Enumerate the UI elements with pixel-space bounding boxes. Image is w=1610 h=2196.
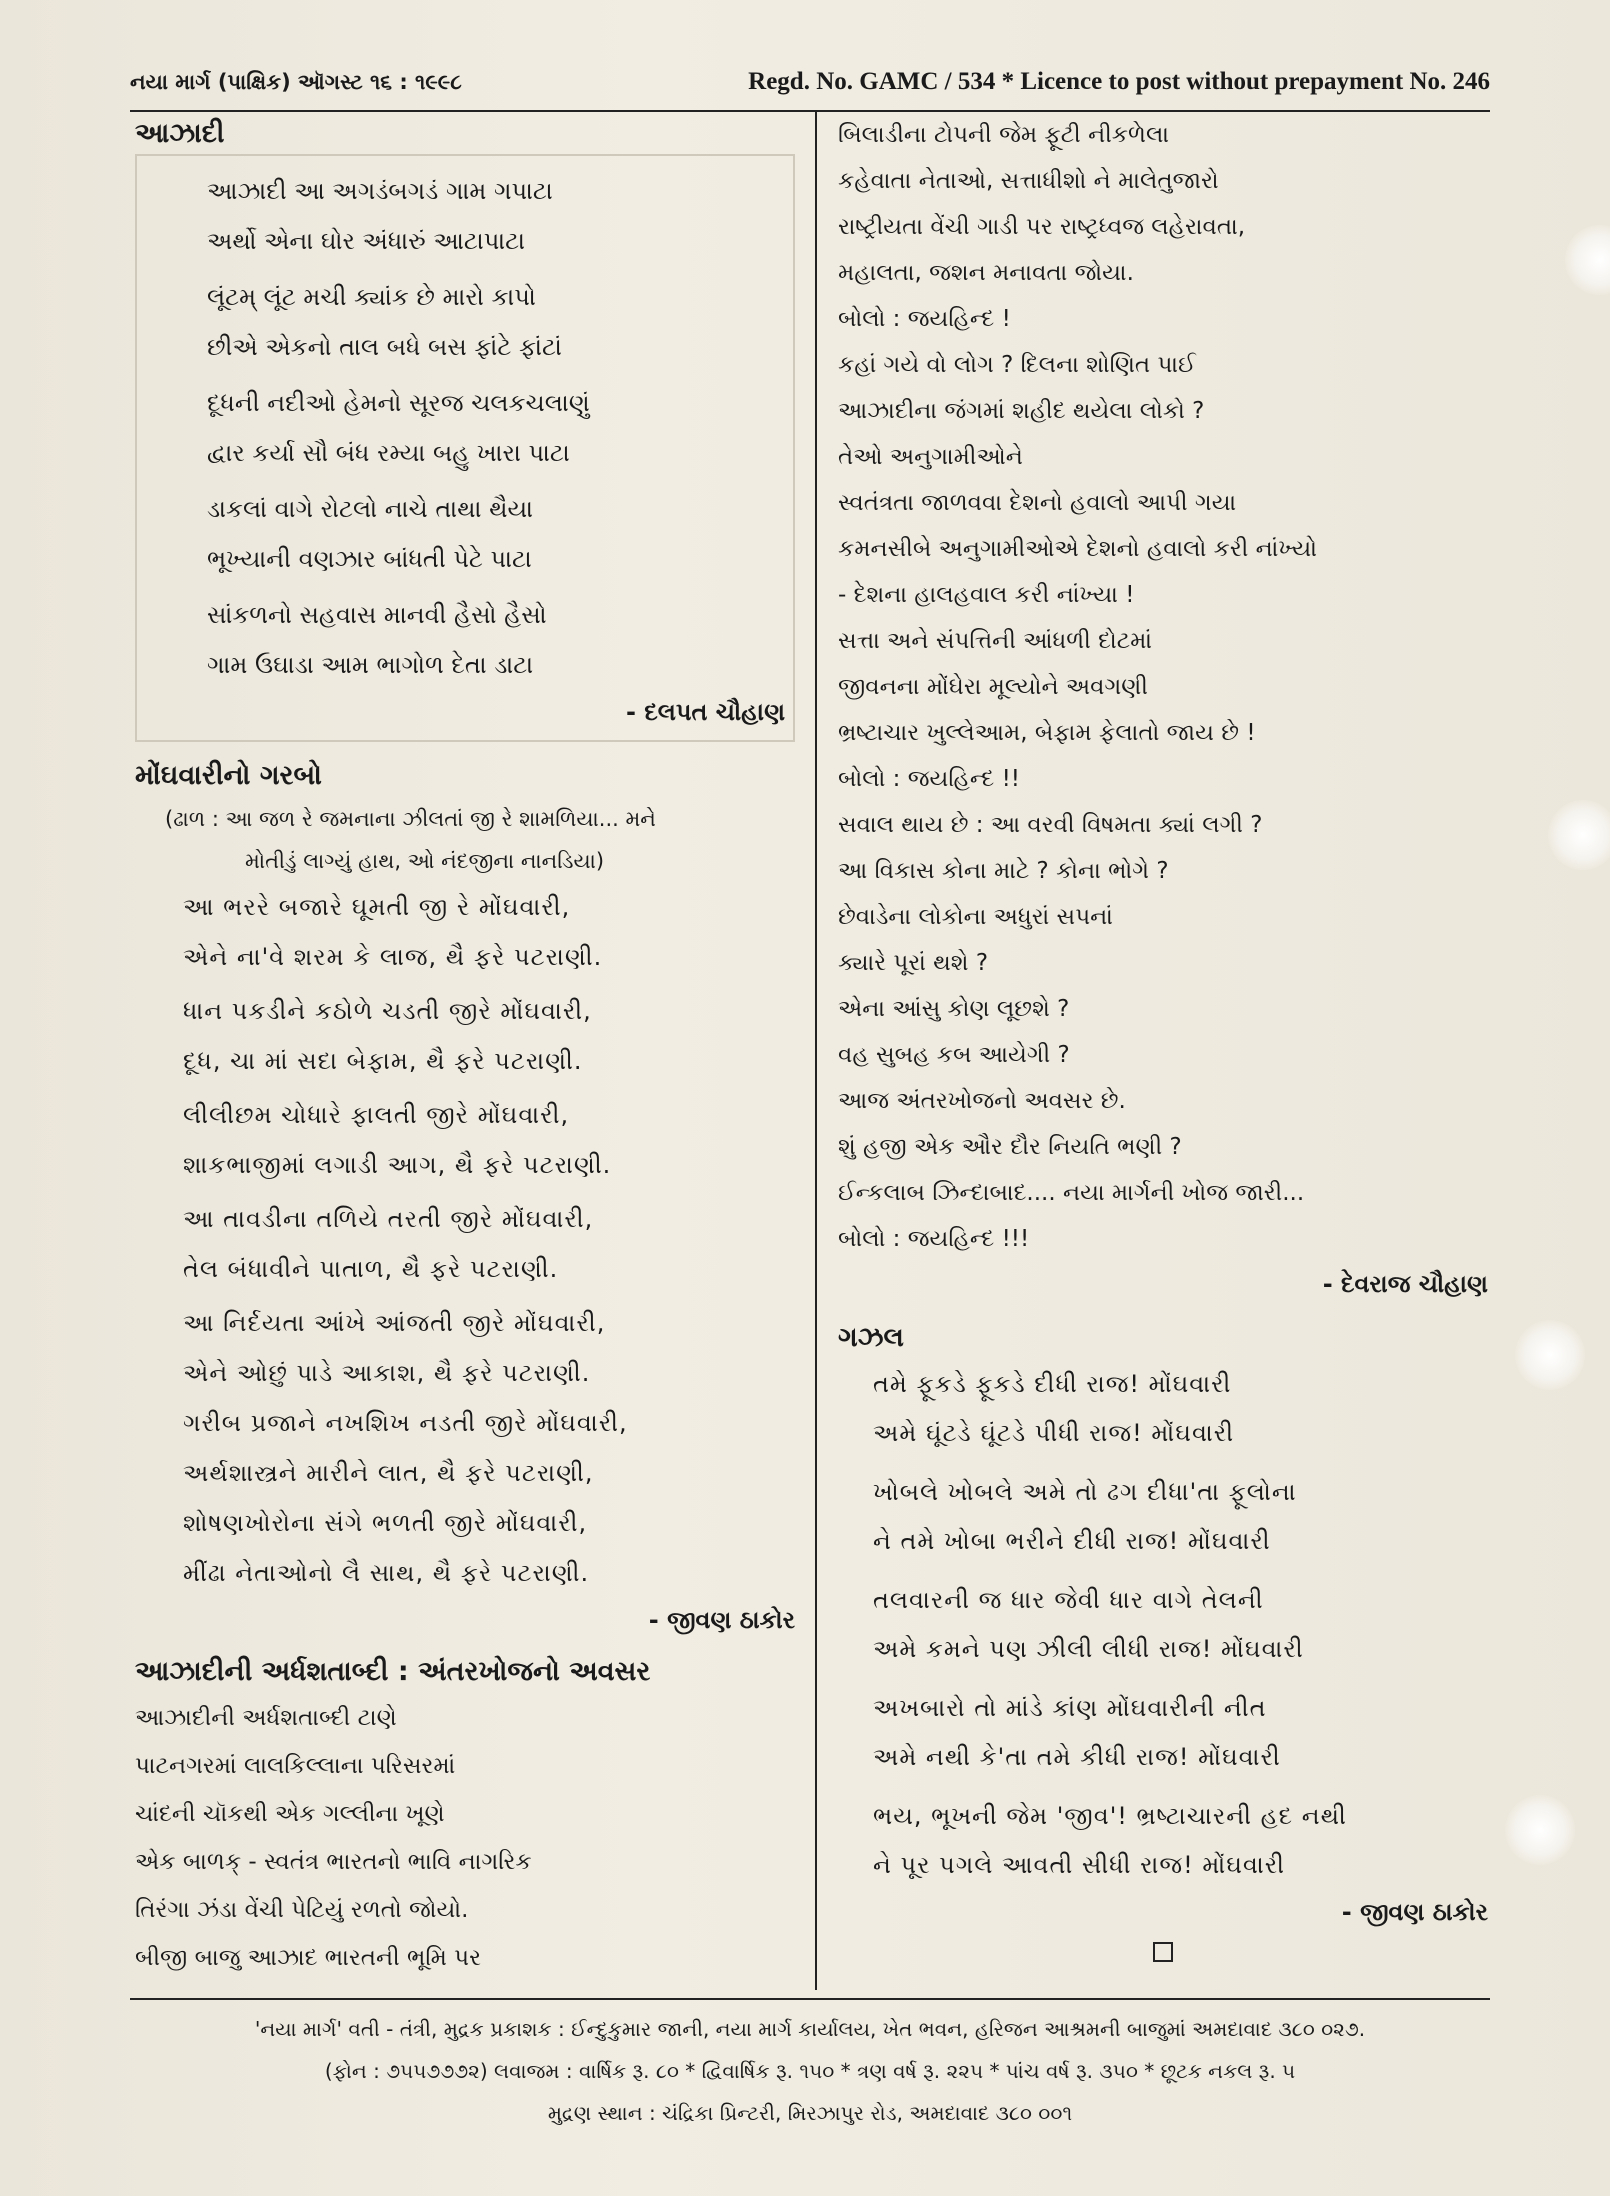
poem-line: તલવારની જ ધાર જેવી ધાર વાગે તેલની — [873, 1586, 1264, 1614]
poem-line: શોષણખોરોના સંગે ભળતી જીરે મોંઘવારી, — [183, 1509, 588, 1537]
garbo-title: મોંઘવારીનો ગરબો — [135, 760, 322, 791]
article-line: ભ્રષ્ટાચાર ખુલ્લેઆમ, બેફામ ફેલાતો જાય છે ! — [838, 720, 1256, 746]
azadi-poem — [135, 118, 795, 742]
poem-line: તેલ બંધાવીને પાતાળ, થૈ ફરે પટરાણી. — [183, 1255, 559, 1283]
article-line: મહાલતા, જશન મનાવતા જોયા. — [838, 260, 1134, 286]
poem-line: ધાન પકડીને કઠોળે ચડતી જીરે મોંઘવારી, — [183, 997, 592, 1025]
column-divider — [815, 112, 817, 1990]
tune-line: (ઢાળ : આ જળ રે જમનાના ઝીલતાં જી રે શામળિયા... મને — [165, 807, 656, 831]
gazal-title: ગઝલ — [838, 1322, 904, 1353]
article-line: છેવાડેના લોકોના અધુરાં સપનાં — [838, 904, 1113, 930]
poem-line: આ તાવડીના તળિયે તરતી જીરે મોંઘવારી, — [183, 1205, 594, 1233]
ardh-article-start — [135, 1656, 795, 1982]
poem-line: એને ના'વે શરમ કે લાજ, થૈ ફરે પટરાણી. — [183, 943, 603, 971]
gazal-poem — [838, 1322, 1488, 1962]
article-line: ક્યારે પૂરાં થશે ? — [838, 950, 989, 976]
article-line: આઝાદીના જંગમાં શહીદ થયેલા લોકો ? — [838, 398, 1205, 424]
footer-subscription: (ફોન : ૭૫૫૭૭૭૨) લવાજમ : વાર્ષિક રૂ. ૮૦ * દ્વિવાર્ષિક રૂ. ૧૫૦ * ત્રણ વર્ષ રૂ. ૨૨૫ * પાંચ વર્ષ રૂ. ૩૫૦ * છૂટક નકલ રૂ. ૫ — [324, 2059, 1296, 2083]
garbo-tune — [135, 798, 795, 882]
article-line: બોલો : જયહિન્દ !! — [838, 766, 1021, 792]
footer-publisher: 'નયા માર્ગ' વતી - તંત્રી, મુદ્રક પ્રકાશક : ઈન્દુકુમાર જાની, નયા માર્ગ કાર્યાલય, ખેત ભવન, હરિજન આશ્રમની બાજુમાં અમદાવાદ ૩૮૦ ૦૨૭. — [254, 2017, 1366, 2041]
poem-line: અમે નથી કે'તા તમે કીધી રાજ! મોંઘવારી — [873, 1743, 1281, 1771]
article-line: ઈન્કલાબ ઝિન્દાબાદ.... નયા માર્ગની ખોજ જારી... — [838, 1180, 1305, 1206]
poem-line: સાંકળનો સહવાસ માનવી હૈસો હૈસો — [207, 601, 547, 629]
article-line: કમનસીબે અનુગામીઓએ દેશનો હવાલો કરી નાંખ્યો — [838, 536, 1317, 562]
poem-line: તમે ફૂકડે ફૂકડે દીધી રાજ! મોંઘવારી — [873, 1370, 1232, 1398]
end-square-icon — [1153, 1942, 1173, 1962]
garbo-author: - જીવણ ઠાકોર — [648, 1606, 795, 1634]
poem-line: ડાકલાં વાગે રોટલો નાચે તાથા થૈયા — [207, 495, 534, 523]
poem-line: ભય, ભૂખની જેમ 'જીવ'! ભ્રષ્ટાચારની હદ નથી — [873, 1802, 1347, 1830]
article-line: બિલાડીના ટોપની જેમ ફૂટી નીકળેલા — [838, 122, 1169, 148]
article-line: આઝાદીની અર્ધશતાબ્દી ટાણે — [135, 1705, 397, 1731]
poem-line: આ નિર્દયતા આંખે આંજતી જીરે મોંઘવારી, — [183, 1309, 606, 1337]
azadi-author: - દલપત ચૌહાણ — [626, 698, 785, 726]
article-line: બીજી બાજુ આઝાદ ભારતની ભૂમિ પર — [135, 1945, 481, 1971]
article-line: સ્વતંત્રતા જાળવવા દેશનો હવાલો આપી ગયા — [838, 490, 1237, 516]
article-line: આ વિકાસ કોના માટે ? કોના ભોગે ? — [838, 858, 1169, 884]
tune-line: મોતીડું લાગ્યું હાથ, ઓ નંદજીના નાનડિયા) — [245, 849, 605, 873]
poem-line: મીંઢા નેતાઓનો લૈ સાથ, થૈ ફરે પટરાણી. — [183, 1559, 590, 1587]
article-line: આજ અંતરખોજનો અવસર છે. — [838, 1088, 1126, 1114]
article-line: એક બાળક્ - સ્વતંત્ર ભારતનો ભાવિ નાગરિક — [135, 1849, 532, 1875]
footer-printer: મુદ્રણ સ્થાન : ચંદ્રિકા પ્રિન્ટરી, મિરઝાપુર રોડ, અમદાવાદ ૩૮૦ ૦૦૧ — [547, 2101, 1073, 2125]
paper-hole-decoration — [1548, 800, 1610, 870]
paper-hole-decoration — [1505, 1795, 1575, 1865]
poem-line: દ્વાર કર્યા સૌ બંધ રમ્યા બહુ ખારા પાટા — [207, 439, 570, 467]
poem-line: ગરીબ પ્રજાને નખશિખ નડતી જીરે મોંઘવારી, — [183, 1409, 628, 1437]
poem-line: અર્થશાસ્ત્રને મારીને લાત, થૈ ફરે પટરાણી, — [183, 1459, 594, 1487]
issue-info: નયા માર્ગ (પાક્ષિક) ઑગસ્ટ ૧૬ : ૧૯૯૮ — [130, 69, 462, 94]
azadi-poem-box — [135, 154, 795, 742]
poem-line: એને ઓછું પાડે આકાશ, થૈ ફરે પટરાણી. — [183, 1359, 591, 1387]
article-line: તેઓ અનુગામીઓને — [838, 444, 1023, 470]
garbo-poem — [135, 760, 795, 1642]
page-footer — [130, 1998, 1490, 2134]
poem-line: ગામ ઉઘાડા આમ ભાગોળ દેતા ડાટા — [207, 651, 534, 679]
article-line: - દેશના હાલહવાલ કરી નાંખ્યા ! — [838, 582, 1135, 608]
article-line: સવાલ થાય છે : આ વરવી વિષમતા ક્યાં લગી ? — [838, 812, 1263, 838]
azadi-title: આઝાદી — [135, 118, 225, 149]
poem-line: ભૂખ્યાની વણઝાર બાંધતી પેટે પાટા — [207, 545, 532, 573]
article-line: ચાંદની ચૉકથી એક ગલ્લીના ખૂણે — [135, 1801, 445, 1827]
article-line: વહ સુબહ કબ આયેગી ? — [838, 1042, 1070, 1068]
registration-info: Regd. No. GAMC / 534 * Licence to post without prepayment No. 246 — [748, 68, 1490, 95]
poem-line: આઝાદી આ અગડંબગડં ગામ ગપાટા — [207, 177, 553, 205]
right-column — [838, 112, 1488, 1962]
poem-line: ને તમે ખોબા ભરીને દીધી રાજ! મોંઘવારી — [873, 1527, 1271, 1555]
article-line: કહેવાતા નેતાઓ, સત્તાધીશો ને માલેતુજારો — [838, 168, 1219, 194]
poem-line: અમે ઘૂંટડે ઘૂંટડે પીધી રાજ! મોંઘવારી — [873, 1419, 1235, 1447]
poem-line: લીલીછમ ચોધારે ફાલતી જીરે મોંઘવારી, — [183, 1101, 570, 1129]
ardh-author: - દેવરાજ ચૌહાણ — [1322, 1270, 1488, 1298]
ardh-article-continued — [838, 112, 1488, 1306]
poem-line: શાકભાજીમાં લગાડી આગ, થૈ ફરે પટરાણી. — [183, 1151, 612, 1179]
poem-line: ને પૂર પગલે આવતી સીધી રાજ! મોંઘવારી — [873, 1851, 1286, 1879]
article-line: શું હજી એક ઔર દૌર નિયતિ ભણી ? — [838, 1134, 1182, 1160]
article-line: બોલો : જયહિન્દ !!! — [838, 1226, 1030, 1252]
paper-hole-decoration — [1515, 1320, 1585, 1390]
article-line: તિરંગા ઝંડા વેંચી પેટિયું રળતો જોયો. — [135, 1897, 469, 1923]
page-header — [130, 62, 1490, 112]
article-line: કહાં ગયે વો લોગ ? દિલના શોણિત પાઈ — [838, 352, 1196, 378]
poem-line: અખબારો તો માંડે કાંણ મોંઘવારીની નીત — [873, 1694, 1267, 1722]
article-line: પાટનગરમાં લાલકિલ્લાના પરિસરમાં — [135, 1753, 456, 1779]
gazal-author: - જીવણ ઠાકોર — [1341, 1898, 1488, 1926]
paper-hole-decoration — [1565, 225, 1610, 295]
poem-line: અર્થો એના ઘોર અંધારું આટાપાટા — [207, 227, 526, 255]
poem-line: દૂધની નદીઓ હેમનો સૂરજ ચલકચલાણું — [207, 389, 590, 417]
article-line: એના આંસુ કોણ લૂછશે ? — [838, 996, 1070, 1022]
left-column — [135, 118, 795, 1982]
article-line: રાષ્ટ્રીયતા વેંચી ગાડી પર રાષ્ટ્રધ્વજ લહેરાવતા, — [838, 214, 1246, 240]
poem-line: દૂધ, ચા માં સદા બેફામ, થૈ ફરે પટરાણી. — [183, 1047, 583, 1075]
article-line: જીવનના મોંઘેરા મૂલ્યોને અવગણી — [838, 674, 1148, 700]
article-line: સત્તા અને સંપત્તિની આંધળી દોટમાં — [838, 628, 1152, 654]
poem-line: આ ભરરે બજારે ઘૂમતી જી રે મોંઘવારી, — [183, 893, 571, 921]
poem-line: ખોબલે ખોબલે અમે તો ઢગ દીધા'તા ફૂલોના — [873, 1478, 1297, 1506]
ardh-title: આઝાદીની અર્ધશતાબ્દી : અંતરખોજનો અવસર — [135, 1656, 651, 1687]
article-line: બોલો : જયહિન્દ ! — [838, 306, 1011, 332]
poem-line: છીએ એકનો તાલ બધે બસ ફાંટે ફાંટાં — [207, 333, 562, 361]
poem-line: લૂંટમ્ લૂંટ મચી ક્યાંક છે મારો કાપો — [207, 283, 536, 311]
poem-line: અમે કમને પણ ઝીલી લીધી રાજ! મોંઘવારી — [873, 1635, 1304, 1663]
